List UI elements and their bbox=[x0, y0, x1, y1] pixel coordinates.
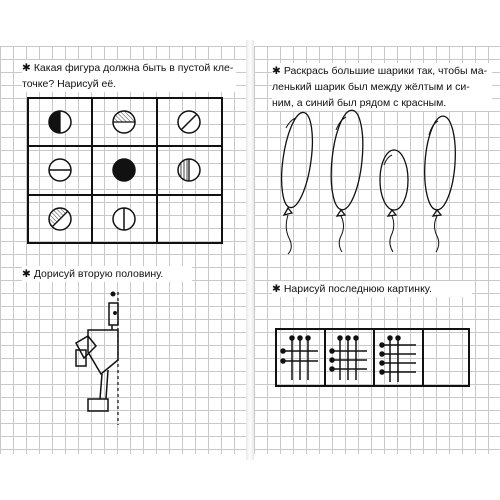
task-2-text: Дорисуй вторую половину. bbox=[33, 268, 164, 280]
task-3-text: Раскрась большие шарики так, чтобы ма- ленький шарик был между жёлтым и си- ним, а синий был рядом с красным. bbox=[272, 65, 488, 109]
task-bullet-icon: ✱ bbox=[272, 283, 281, 295]
task-bullet-icon: ✱ bbox=[272, 65, 281, 77]
task-bullet-icon: ✱ bbox=[22, 268, 31, 280]
sequence-cell-3 bbox=[380, 336, 416, 382]
sequence-cell-1 bbox=[281, 336, 318, 380]
task-1-text: Какая фигура должна быть в пустой кле- точке? Нарисуй её. bbox=[22, 62, 234, 90]
task-bullet-icon: ✱ bbox=[22, 62, 31, 74]
sequence-cell-2 bbox=[330, 336, 367, 380]
task-4-text: Нарисуй последнюю картинку. bbox=[283, 283, 432, 295]
strip-frame bbox=[276, 329, 469, 386]
